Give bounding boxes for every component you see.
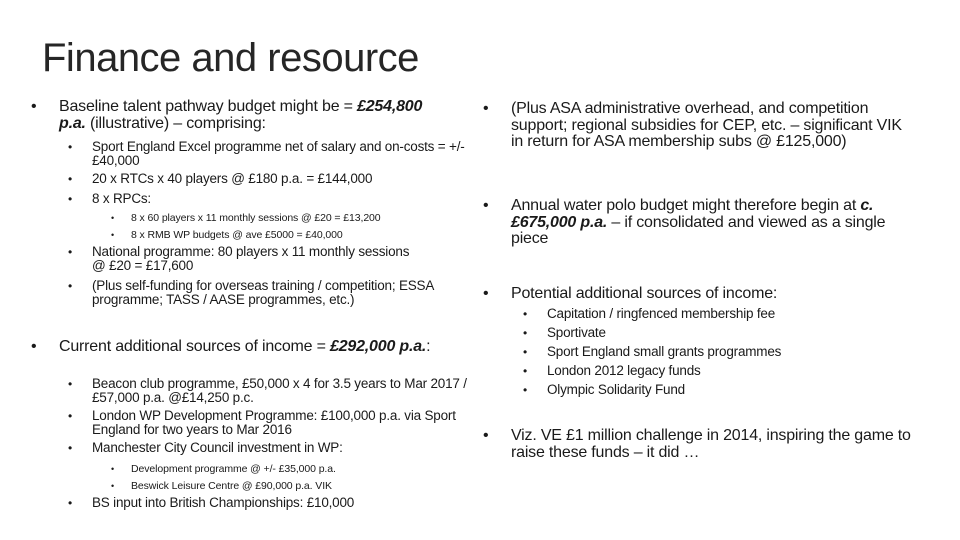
text: (Plus self-funding for overseas training / competition; ESSA programme; TASS / AASE programmes, etc.)	[92, 278, 434, 307]
bullet-icon: •	[523, 307, 528, 321]
text: – if consolidated and viewed as a single piece	[511, 213, 886, 247]
amount: £254,800 p.a.	[59, 98, 423, 132]
bullet-current-income	[31, 338, 469, 356]
list-item	[111, 212, 471, 224]
text: Olympic Solidarity Fund	[547, 382, 685, 397]
bullet-icon: •	[111, 230, 115, 240]
list-item	[68, 408, 472, 437]
bullet-icon: •	[68, 172, 73, 186]
amount: £292,000 p.a.	[330, 338, 427, 355]
text: National programme: 80 players x 11 monthly sessions @ £20 = £17,600	[92, 244, 410, 273]
amount: c.£675,000 p.a.	[511, 197, 874, 231]
bullet-icon: •	[68, 496, 73, 510]
list-item	[523, 344, 927, 359]
bullet-icon: •	[68, 245, 73, 259]
bullet-baseline-budget	[31, 98, 429, 132]
text: 8 x 60 players x 11 monthly sessions @ £20 = £13,200	[131, 212, 381, 224]
bullet-icon: •	[31, 98, 37, 115]
text: Viz. VE £1 million challenge in 2014, inspiring the game to raise these funds – it did …	[511, 427, 911, 461]
text: 20 x RTCs x 40 players @ £180 p.a. = £144,000	[92, 171, 373, 186]
bullet-icon: •	[68, 192, 73, 206]
list-item	[68, 244, 422, 273]
bullet-icon: •	[31, 338, 37, 355]
text: Current additional sources of income =	[59, 338, 331, 355]
text: Potential additional sources of income:	[511, 285, 778, 302]
bullet-icon: •	[68, 441, 73, 455]
text: Development programme @ +/- £35,000 p.a.	[131, 463, 336, 475]
list-item	[68, 139, 472, 168]
slide-title: Finance and resource	[42, 36, 419, 80]
bullet-icon: •	[483, 427, 489, 444]
bullet-icon: •	[111, 481, 115, 491]
list-item	[68, 376, 472, 405]
bullet-icon: •	[483, 197, 489, 214]
text: (Plus ASA administrative overhead, and competition support; regional subsidies for CEP, etc. – significant VIK in return for ASA membership subs @ £125,000)	[511, 100, 902, 150]
list-item	[68, 278, 472, 307]
bullet-viz-challenge	[483, 427, 931, 461]
list-item	[523, 363, 927, 378]
text: (illustrative) – comprising:	[85, 114, 266, 132]
list-item	[523, 306, 927, 321]
list-item	[523, 325, 927, 340]
list-item	[111, 480, 471, 492]
list-item	[68, 191, 472, 206]
list-item	[68, 495, 472, 510]
list-item	[523, 382, 927, 397]
list-item	[68, 171, 472, 186]
bullet-asa-overhead	[483, 100, 911, 151]
bullet-icon: •	[483, 285, 489, 302]
bullet-icon: •	[111, 213, 115, 223]
text: BS input into British Championships: £10,000	[92, 495, 355, 510]
text: Sportivate	[547, 325, 606, 340]
text: London WP Development Programme: £100,000 p.a. via Sport England for two years to Mar 2016	[92, 408, 456, 437]
text: Annual water polo budget might therefore begin at	[511, 197, 861, 214]
bullet-icon: •	[523, 345, 528, 359]
bullet-icon: •	[68, 279, 73, 293]
bullet-icon: •	[68, 409, 73, 423]
bullet-icon: •	[523, 383, 528, 397]
list-item	[111, 229, 471, 241]
text: Beacon club programme, £50,000 x 4 for 3.5 years to Mar 2017 / £57,000 p.a. @£14,250 p.c.	[92, 376, 467, 405]
text: 8 x RPCs:	[92, 191, 151, 206]
list-item	[68, 440, 472, 455]
bullet-potential-income	[483, 285, 921, 303]
text: Sport England Excel programme net of salary and on-costs = +/- £40,000	[92, 139, 465, 168]
text: Sport England small grants programmes	[547, 344, 782, 359]
text: Capitation / ringfenced membership fee	[547, 306, 776, 321]
text: Baseline talent pathway budget might be =	[59, 98, 358, 115]
bullet-icon: •	[68, 140, 73, 154]
text: 8 x RMB WP budgets @ ave £5000 = £40,000	[131, 229, 343, 241]
bullet-icon: •	[523, 364, 528, 378]
list-item	[111, 463, 471, 475]
bullet-icon: •	[111, 464, 115, 474]
text: London 2012 legacy funds	[547, 363, 701, 378]
text: Manchester City Council investment in WP:	[92, 440, 343, 455]
text: :	[426, 338, 431, 355]
bullet-annual-budget	[483, 197, 921, 248]
bullet-icon: •	[68, 377, 73, 391]
bullet-icon: •	[483, 100, 489, 117]
bullet-icon: •	[523, 326, 528, 340]
text: Beswick Leisure Centre @ £90,000 p.a. VIK	[131, 480, 332, 492]
